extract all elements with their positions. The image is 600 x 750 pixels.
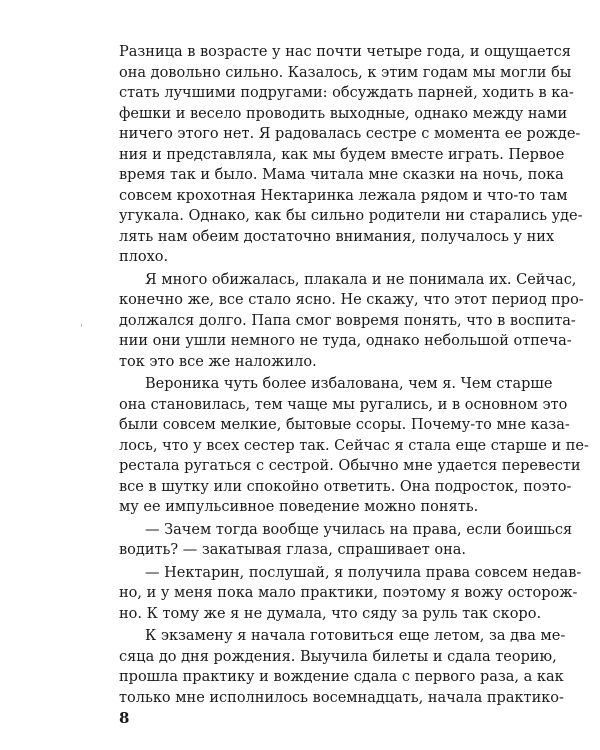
- text-line: фешки и весело проводить выходные, однако между нами: [119, 105, 568, 122]
- text-line: — Зачем тогда вообще училась на права, если боишься: [145, 521, 573, 538]
- text-line: время так и было. Мама читала мне сказки на ночь, пока: [119, 167, 564, 183]
- text-line: рестала ругаться с сестрой. Обычно мне удается перевести: [119, 458, 581, 474]
- text-line: должался долго. Папа смог вовремя понять, что в воспита-: [119, 312, 576, 329]
- text-line: ния и представляла, как мы будем вместе играть. Первое: [119, 146, 565, 163]
- text-line: сяца до дня рождения. Выучила билеты и сдала теорию,: [119, 648, 557, 665]
- text-line: совсем крохотная Нектаринка лежала рядом и что-то там: [119, 187, 568, 204]
- text-line: все в шутку или спокойно ответить. Она подросток, поэто-: [119, 478, 572, 495]
- text-line: лять нам обеим достаточно внимания, получалось у них: [119, 228, 555, 245]
- text-line: угукала. Однако, как бы сильно родители ни старались уде-: [119, 208, 583, 224]
- text-line: лось, что у всех сестер так. Сейчас я стала еще старше и пе-: [119, 437, 589, 454]
- text-line: му ее импульсивное поведение можно понять.: [119, 499, 479, 515]
- text-line: только мне исполнилось восемнадцать, начала практико-: [119, 689, 564, 706]
- text-line: плохо.: [119, 249, 169, 265]
- text-line: водить? — закатывая глаза, спрашивает она.: [119, 542, 467, 558]
- text-line: стать лучшими подругами: обсуждать парней, ходить в ка-: [119, 85, 574, 101]
- text-line: были совсем мелкие, бытовые ссоры. Почему-то мне каза-: [119, 417, 570, 433]
- text-line: Я много обижалась, плакала и не понимала их. Сейчас,: [145, 271, 577, 288]
- text-line: нии они ушли немного не туда, однако небольшой отпеча-: [119, 333, 572, 349]
- text-line: конечно же, все стало ясно. Не скажу, что этот период про-: [119, 292, 584, 308]
- text-line: Разница в возрасте у нас почти четыре года, и ощущается: [119, 44, 571, 60]
- print-speck: [81, 324, 82, 327]
- text-line: ничего этого нет. Я радовалась сестре с момента ее рожде-: [119, 126, 581, 142]
- text-line: но, и у меня пока мало практики, поэтому я вожу осторож-: [119, 585, 578, 601]
- text-line: прошла практику и вождение сдала с первого раза, а как: [119, 669, 564, 685]
- text-line: она становилась, тем чаще мы ругались, и в основном это: [119, 396, 568, 413]
- text-line: К экзамену я начала готовиться еще летом, за два ме-: [145, 628, 566, 644]
- page-number: 8: [119, 709, 130, 727]
- text-line: она довольно сильно. Казалось, к этим годам мы могли бы: [119, 64, 572, 81]
- text-line: ток это все же наложило.: [119, 353, 317, 370]
- text-line: — Нектарин, послушай, я получила права совсем недав-: [145, 564, 582, 581]
- text-line: но. К тому же я не думала, что сяду за руль так скоро.: [119, 605, 542, 622]
- text-line: Вероника чуть более избалована, чем я. Чем старше: [145, 376, 553, 392]
